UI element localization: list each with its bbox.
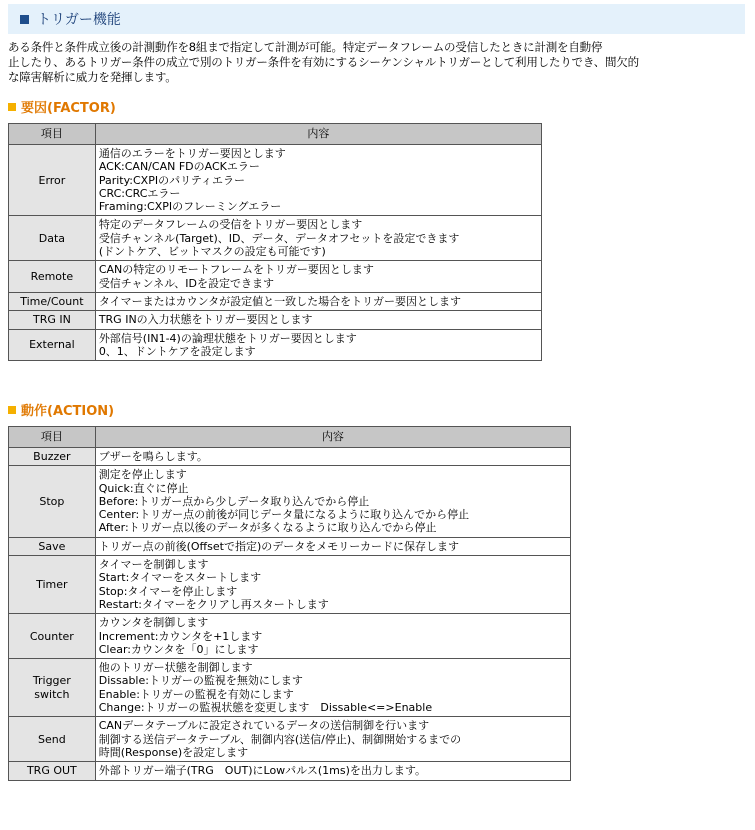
row-item-name: Stop	[9, 466, 96, 537]
row-item-name: TRG IN	[9, 311, 96, 329]
row-content	[95, 448, 570, 466]
row-content	[95, 537, 570, 555]
action-heading-text: 動作(ACTION)	[21, 404, 115, 419]
content-line: Restart:タイマーをクリアし再スタートします	[98, 597, 329, 611]
content-line: 制御する送信データテーブル、制御内容(送信/停止)、制御開始するまでの	[98, 732, 462, 746]
row-content	[95, 556, 570, 614]
content-line: Increment:カウンタを+1します	[98, 629, 263, 643]
content-line: Dissable:トリガーの監視を無効にします	[98, 674, 303, 688]
row-item-name: External	[9, 329, 96, 361]
content-line: ブザーを鳴らします。	[98, 450, 208, 463]
factor-heading	[8, 97, 116, 116]
content-line: 外部信号(IN1-4)の論理状態をトリガー要因とします	[98, 331, 357, 345]
table-row	[9, 659, 571, 717]
table-row	[9, 614, 571, 659]
table-row	[9, 466, 571, 537]
table-row	[9, 762, 571, 780]
content-line: Stop:タイマーを停止します	[98, 584, 238, 598]
content-line: Enable:トリガーの監視を有効にします	[98, 687, 294, 701]
content-line: 他のトリガー状態を制御します	[98, 661, 253, 675]
column-header-content: 内容	[95, 124, 541, 145]
content-line: Quick:直ぐに停止	[98, 481, 189, 495]
content-line: Start:タイマーをスタートします	[98, 571, 262, 585]
row-item-name: Remote	[9, 261, 96, 293]
intro-line: ある条件と条件成立後の計測動作を8組まで指定して計測が可能。特定データフレームの受信したときに計測を自動停	[8, 40, 603, 54]
content-line: CANの特定のリモートフレームをトリガー要因とします	[98, 263, 374, 277]
column-header-item: 項目	[9, 427, 96, 448]
row-content	[95, 466, 570, 537]
title-square-icon	[20, 15, 29, 24]
content-line: 時間(Response)を設定します	[98, 745, 249, 759]
intro-paragraph	[8, 40, 748, 85]
column-header-content: 内容	[95, 427, 570, 448]
table-row	[9, 311, 542, 329]
factor-heading-text: 要因(FACTOR)	[21, 101, 116, 116]
row-content	[95, 292, 541, 310]
intro-line: 止したり、あるトリガー条件の成立で別のトリガー条件を有効にするシーケンシャルトリガーとして利用したりでき、間欠的	[8, 55, 639, 69]
row-item-name: Data	[9, 216, 96, 261]
action-table	[8, 426, 571, 781]
content-line: TRG INの入力状態をトリガー要因とします	[98, 313, 313, 327]
row-item-name: Trigger switch	[9, 659, 96, 717]
intro-line: な障害解析に威力を発揮します。	[8, 70, 177, 84]
row-item-name: Buzzer	[9, 448, 96, 466]
row-content	[95, 717, 570, 762]
row-content	[95, 329, 541, 361]
content-line: 測定を停止します	[98, 468, 187, 482]
content-line: ACK:CAN/CAN FDのACKエラー	[98, 160, 260, 174]
table-row	[9, 329, 542, 361]
page-title: トリガー機能	[37, 12, 121, 28]
row-item-name: Save	[9, 537, 96, 555]
table-row	[9, 717, 571, 762]
row-item-name: Timer	[9, 556, 96, 614]
content-line: Framing:CXPIのフレーミングエラー	[98, 200, 282, 214]
content-line: Parity:CXPIのパリティエラー	[98, 173, 245, 187]
content-line: トリガー点の前後(Offsetで指定)のデータをメモリーカードに保存します	[98, 539, 460, 553]
row-content	[95, 659, 570, 717]
content-line: Change:トリガーの監視状態を変更します Dissable<=>Enable	[98, 701, 433, 715]
row-content	[95, 311, 541, 329]
table-row	[9, 216, 542, 261]
row-content	[95, 216, 541, 261]
row-item-name: Error	[9, 145, 96, 216]
factor-table	[8, 123, 542, 361]
table-row	[9, 448, 571, 466]
row-content	[95, 762, 570, 780]
row-item-name: Send	[9, 717, 96, 762]
table-header-row	[9, 124, 542, 145]
row-content	[95, 261, 541, 293]
table-row	[9, 556, 571, 614]
content-line: タイマーを制御します	[98, 558, 209, 572]
content-line: 0、1、ドントケアを設定します	[98, 344, 256, 358]
table-row	[9, 537, 571, 555]
row-content	[95, 145, 541, 216]
content-line: 特定のデータフレームの受信をトリガー要因とします	[98, 218, 363, 232]
row-item-name: Counter	[9, 614, 96, 659]
row-item-name: Time/Count	[9, 292, 96, 310]
content-line: Clear:カウンタを「0」にします	[98, 642, 259, 656]
content-line: CANデータテーブルに設定されているデータの送信制御を行います	[98, 719, 430, 733]
content-line: 受信チャンネル、IDを設定できます	[98, 276, 274, 290]
row-item-name: TRG OUT	[9, 762, 96, 780]
action-heading	[8, 400, 114, 419]
table-row	[9, 145, 542, 216]
section-square-icon	[8, 406, 16, 414]
content-line: 外部トリガー端子(TRG OUT)にLowパルス(1ms)を出力します。	[98, 764, 426, 778]
table-header-row	[9, 427, 571, 448]
section-square-icon	[8, 103, 16, 111]
column-header-item: 項目	[9, 124, 96, 145]
title-bar	[8, 4, 745, 34]
content-line: CRC:CRCエラー	[98, 186, 181, 200]
content-line: (ドントケア、ビットマスクの設定も可能です)	[98, 245, 326, 259]
table-row	[9, 292, 542, 310]
content-line: タイマーまたはカウンタが設定値と一致した場合をトリガー要因とします	[98, 294, 462, 308]
table-row	[9, 261, 542, 293]
content-line: Center:トリガー点の前後が同じデータ量になるように取り込んでから停止	[98, 508, 470, 522]
content-line: 受信チャンネル(Target)、ID、データ、データオフセットを設定できます	[98, 231, 460, 245]
content-line: After:トリガー点以後のデータが多くなるように取り込んでから停止	[98, 521, 437, 535]
content-line: カウンタを制御します	[98, 616, 209, 630]
content-line: Before:トリガー点から少しデータ取り込んでから停止	[98, 494, 370, 508]
row-content	[95, 614, 570, 659]
content-line: 通信のエラーをトリガー要因とします	[98, 147, 286, 160]
